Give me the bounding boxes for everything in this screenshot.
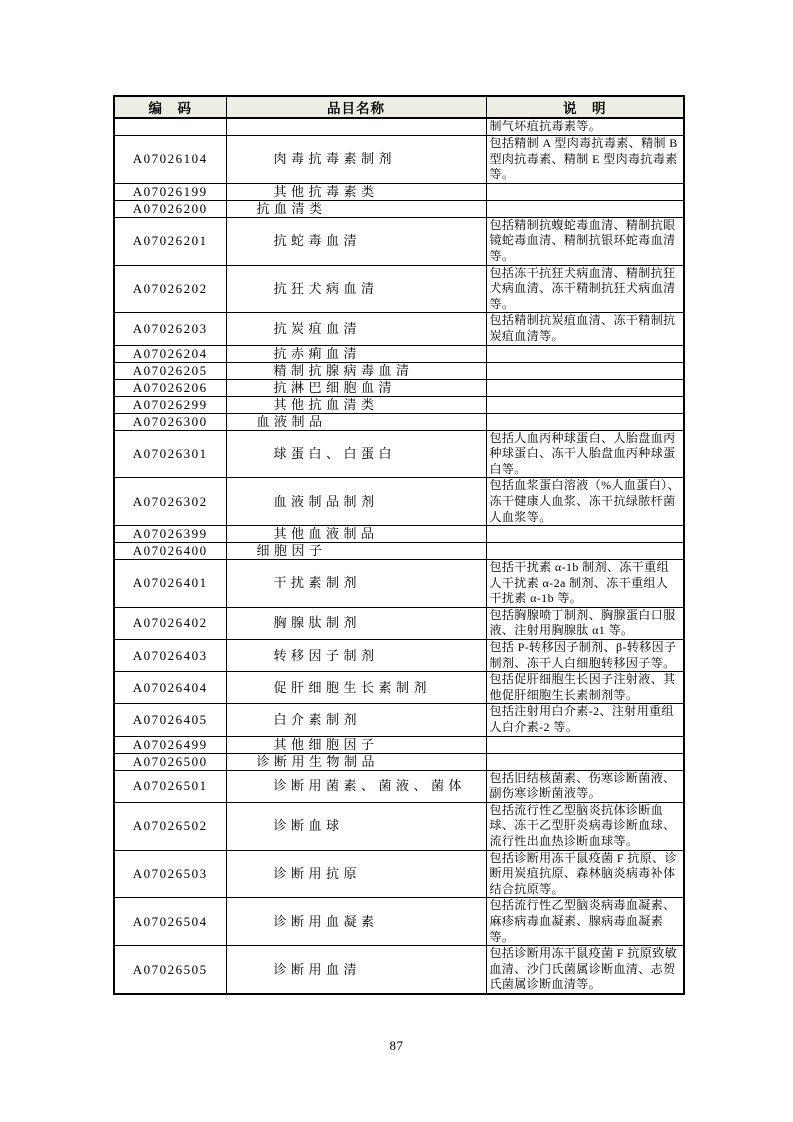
table-row [114, 946, 684, 994]
row-description: 包括流行性乙型脑炎抗体诊断血球、冻干乙型肝炎病毒诊断血球、流行性出血热诊断血球等。 [486, 802, 684, 850]
row-item-name: 诊断用血清 [226, 946, 486, 994]
column-header-code: 编 码 [114, 96, 226, 118]
row-description: 包括精制抗炭疽血清、冻干精制抗炭疽血清等。 [486, 313, 684, 345]
row-item-name: 诊断用抗原 [226, 850, 486, 898]
row-description [486, 413, 684, 430]
row-code: A07026402 [114, 607, 226, 639]
row-item-name: 抗狂犬病血清 [226, 265, 486, 313]
row-description [486, 543, 684, 560]
table-row [114, 217, 684, 265]
row-item-name: 其他血液制品 [226, 526, 486, 543]
row-code: A07026501 [114, 770, 226, 802]
row-item-name: 血液制品制剂 [226, 478, 486, 526]
row-description: 包括 P-转移因子制剂、β-转移因子制剂、冻干人白细胞转移因子等。 [486, 640, 684, 672]
row-description: 包括旧结核菌素、伤寒诊断菌液、副伤寒诊断菌液等。 [486, 770, 684, 802]
table-row [114, 183, 684, 200]
table-row [114, 736, 684, 753]
classification-table [113, 95, 685, 995]
row-description [486, 753, 684, 770]
table-row [114, 413, 684, 430]
row-description: 包括血浆蛋白溶液（%人血蛋白）、冻干健康人血浆、冻干抗绿脓杆菌人血浆等。 [486, 478, 684, 526]
table-header-row [114, 96, 684, 118]
row-code: A07026401 [114, 560, 226, 608]
row-item-name: 血液制品 [226, 413, 486, 430]
row-code: A07026201 [114, 217, 226, 265]
row-item-name: 胸腺肽制剂 [226, 607, 486, 639]
row-description: 包括促肝细胞生长因子注射液、其他促肝细胞生长素制剂等。 [486, 672, 684, 704]
row-code: A07026399 [114, 526, 226, 543]
row-code [114, 118, 226, 136]
row-item-name: 白介素制剂 [226, 704, 486, 736]
row-code: A07026400 [114, 543, 226, 560]
row-description: 包括冻干抗狂犬病血清、精制抗狂犬病血清、冻干精制抗狂犬病血清等。 [486, 265, 684, 313]
row-item-name: 抗赤痢血清 [226, 345, 486, 362]
row-description [486, 736, 684, 753]
row-code: A07026199 [114, 183, 226, 200]
row-description: 包括人血丙种球蛋白、人胎盘血丙种球蛋白、冻干人胎盘血丙种球蛋白等。 [486, 430, 684, 478]
row-code: A07026503 [114, 850, 226, 898]
row-item-name: 细胞因子 [226, 543, 486, 560]
row-description: 包括注射用白介素-2、注射用重组人白介素-2 等。 [486, 704, 684, 736]
table-row [114, 526, 684, 543]
row-description [486, 526, 684, 543]
row-description: 包括精制抗蝮蛇毒血清、精制抗眼镜蛇毒血清、精制抗银环蛇毒血清等。 [486, 217, 684, 265]
row-description [486, 362, 684, 379]
table-row [114, 607, 684, 639]
table-row [114, 640, 684, 672]
table-body [114, 118, 684, 994]
row-item-name: 诊断用血凝素 [226, 898, 486, 946]
row-description [486, 200, 684, 217]
row-description [486, 183, 684, 200]
table-row [114, 136, 684, 184]
row-code: A07026302 [114, 478, 226, 526]
table-row [114, 850, 684, 898]
row-code: A07026404 [114, 672, 226, 704]
row-description [486, 396, 684, 413]
column-header-item-name: 品目名称 [226, 96, 486, 118]
row-code: A07026301 [114, 430, 226, 478]
row-code: A07026203 [114, 313, 226, 345]
table-row [114, 345, 684, 362]
row-description: 包括诊断用冻干鼠疫菌 F 抗原、诊断用炭疽抗原、森林脑炎病毒补体结合抗原等。 [486, 850, 684, 898]
row-code: A07026500 [114, 753, 226, 770]
table-row [114, 543, 684, 560]
row-item-name: 诊断用生物制品 [226, 753, 486, 770]
row-description: 包括诊断用冻干鼠疫菌 F 抗原致敏血清、沙门氏菌属诊断血清、志贺氏菌属诊断血清等。 [486, 946, 684, 994]
row-code: A07026206 [114, 379, 226, 396]
row-description: 包括精制 A 型肉毒抗毒素、精制 B 型肉抗毒素、精制 E 型肉毒抗毒素等。 [486, 136, 684, 184]
row-code: A07026299 [114, 396, 226, 413]
row-code: A07026504 [114, 898, 226, 946]
row-code: A07026204 [114, 345, 226, 362]
row-description: 包括胸腺喷丁制剂、胸腺蛋白口服液、注射用胸腺肽 α1 等。 [486, 607, 684, 639]
row-code: A07026104 [114, 136, 226, 184]
table-row [114, 265, 684, 313]
table-row [114, 478, 684, 526]
row-description: 制气坏疽抗毒素等。 [486, 118, 684, 136]
row-code: A07026403 [114, 640, 226, 672]
row-item-name: 球蛋白、白蛋白 [226, 430, 486, 478]
table-row [114, 362, 684, 379]
row-item-name: 抗血清类 [226, 200, 486, 217]
row-code: A07026200 [114, 200, 226, 217]
row-item-name: 促肝细胞生长素制剂 [226, 672, 486, 704]
table-row [114, 430, 684, 478]
row-item-name: 抗炭疽血清 [226, 313, 486, 345]
table-row [114, 802, 684, 850]
row-item-name: 其他抗毒素类 [226, 183, 486, 200]
row-item-name: 其他细胞因子 [226, 736, 486, 753]
table-row [114, 672, 684, 704]
table-row [114, 704, 684, 736]
row-description [486, 379, 684, 396]
row-item-name: 诊断血球 [226, 802, 486, 850]
row-description [486, 345, 684, 362]
row-code: A07026505 [114, 946, 226, 994]
row-item-name: 干扰素制剂 [226, 560, 486, 608]
row-item-name: 抗蛇毒血清 [226, 217, 486, 265]
page-number: 87 [389, 1038, 404, 1053]
row-item-name: 其他抗血清类 [226, 396, 486, 413]
table-row [114, 560, 684, 608]
table-row [114, 379, 684, 396]
row-code: A07026202 [114, 265, 226, 313]
row-code: A07026499 [114, 736, 226, 753]
row-code: A07026300 [114, 413, 226, 430]
row-item-name: 精制抗腺病毒血清 [226, 362, 486, 379]
table-row [114, 200, 684, 217]
table-row [114, 396, 684, 413]
table-row [114, 898, 684, 946]
table-row [114, 753, 684, 770]
row-item-name: 抗淋巴细胞血清 [226, 379, 486, 396]
row-description: 包括干扰素 α-1b 制剂、冻干重组人干扰素 α-2a 制剂、冻干重组人干扰素 α-1b 等。 [486, 560, 684, 608]
row-code: A07026405 [114, 704, 226, 736]
row-item-name: 肉毒抗毒素制剂 [226, 136, 486, 184]
table-row [114, 313, 684, 345]
table-row [114, 770, 684, 802]
row-item-name: 诊断用菌素、菌液、菌体 [226, 770, 486, 802]
row-item-name: 转移因子制剂 [226, 640, 486, 672]
row-code: A07026502 [114, 802, 226, 850]
row-item-name [226, 118, 486, 136]
row-description: 包括流行性乙型脑炎病毒血凝素、麻疹病毒血凝素、腺病毒血凝素等。 [486, 898, 684, 946]
column-header-description: 说 明 [486, 96, 684, 118]
row-code: A07026205 [114, 362, 226, 379]
table-row [114, 118, 684, 136]
